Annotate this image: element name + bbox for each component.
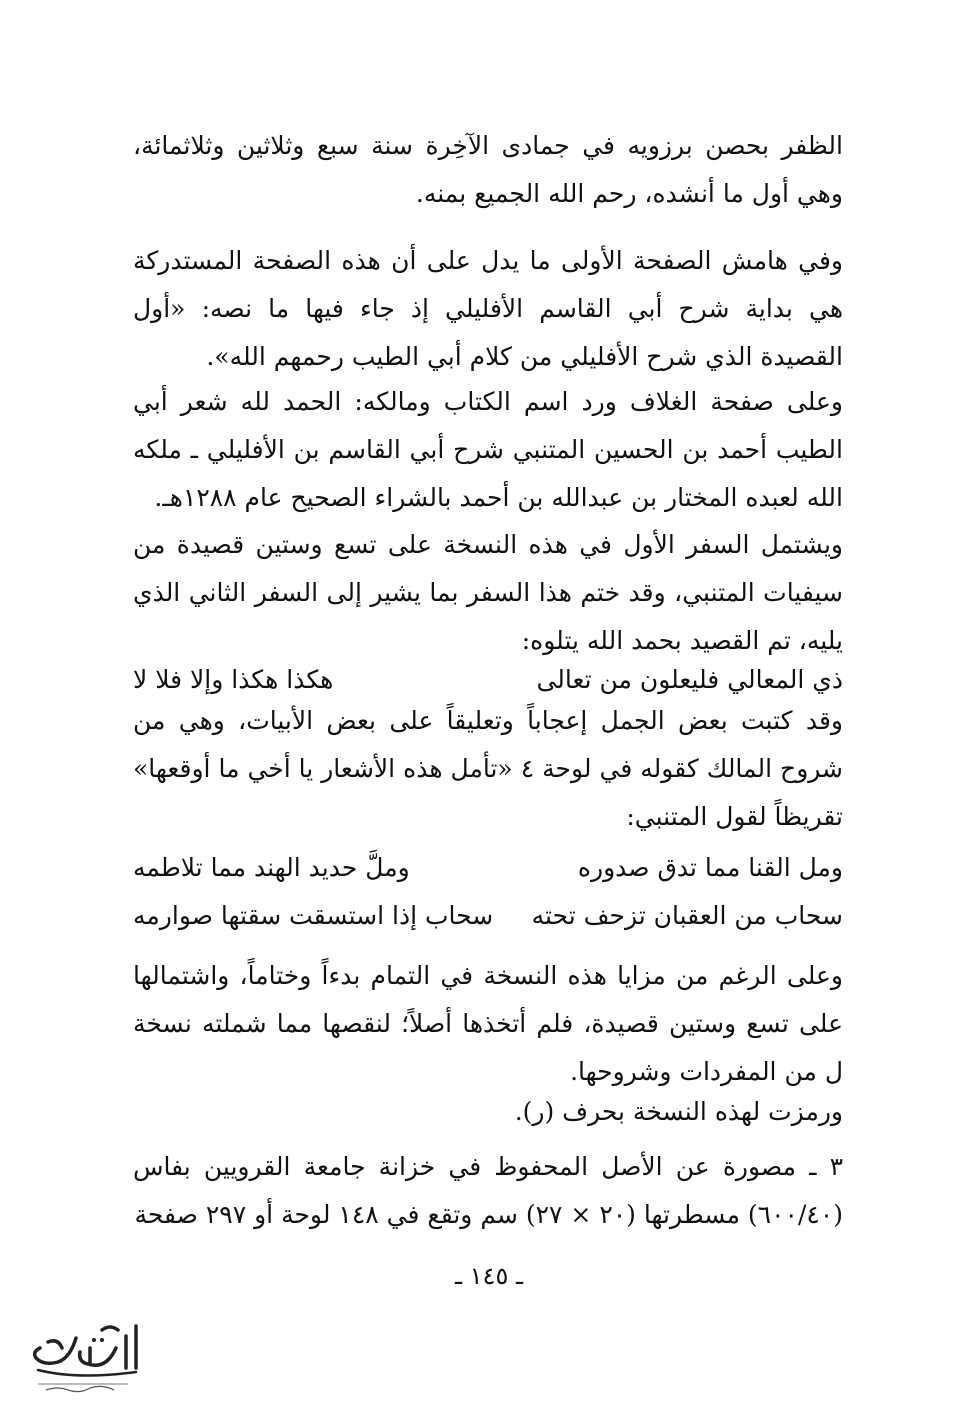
paragraph-7: ورمزت لهذه النسخة بحرف (ر). xyxy=(514,1097,843,1126)
verse-1-second-hemistich: هكذا هكذا وإلا فلا لا xyxy=(133,665,334,694)
verse-line-2 xyxy=(133,844,843,892)
calligraphic-stamp-icon xyxy=(18,1318,143,1398)
page-number: ـ ١٤٥ ـ xyxy=(454,1262,523,1290)
verse-2-second-hemistich: وملَّ حديد الهند مما تلاطمه xyxy=(133,853,410,882)
paragraph-3: وعلى صفحة الغلاف ورد اسم الكتاب ومالكه: الحمد لله شعر أبي الطيب أحمد بن الحسين المتنبي شرح أبي القاسم بن الأفليلي ـ ملكه الله لعبده المختار بن عبدالله بن أحمد بالشراء الصحيح عام ١٢٨٨هـ. xyxy=(133,387,843,512)
verse-line-3 xyxy=(133,892,843,940)
verse-3-first-hemistich: سحاب من العقبان تزحف تحته xyxy=(531,901,843,930)
paragraph-2: وفي هامش الصفحة الأولى ما يدل على أن هذه الصفحة المستدركة هي بداية شرح أبي القاسم الأفليلي إذ جاء فيها ما نصه: «أول القصيدة الذي شرح الأفليلي من كلام أبي الطيب رحمهم الله». xyxy=(133,246,843,371)
paragraph-5: وقد كتبت بعض الجمل إعجاباً وتعليقاً على بعض الأبيات، وهي من شروح المالك كقوله في لوحة ٤ «تأمل هذه الأشعار يا أخي ما أوقعها» تقريظاً لقول المتنبي: xyxy=(133,706,844,831)
verse-2-first-hemistich: ومل القنا مما تدق صدوره xyxy=(577,853,843,882)
verse-3-second-hemistich: سحاب إذا استسقت سقتها صوارمه xyxy=(133,901,494,930)
verse-1-first-hemistich: ذي المعالي فليعلون من تعالى xyxy=(536,665,843,694)
paragraph-1: الظفر بحصن برزويه في جمادى الآخِرة سنة سبع وثلاثين وثلاثمائة، وهي أول ما أنشده، رحم الله الجميع بمنه. xyxy=(133,131,843,208)
paragraph-4: ويشتمل السفر الأول في هذه النسخة على تسع وستين قصيدة من سيفيات المتنبي، وقد ختم هذا السفر بما يشير إلى السفر الثاني الذي يليه، تم القصيد بحمد الله يتلوه: xyxy=(133,530,843,655)
paragraph-8: ٣ ـ مصورة عن الأصل المحفوظ في خزانة جامعة القرويين بفاس (٦٠٠/٤٠) مسطرتها (٢٠ × ٢٧) سم وتقع في ١٤٨ لوحة أو ٢٩٧ صفحة xyxy=(133,1152,843,1229)
paragraph-6: وعلى الرغم من مزايا هذه النسخة في التمام بدءاً وختاماً، واشتمالها على تسع وستين قصيدة، فلم أتخذها أصلاً؛ لنقصها مما شملته نسخة ل من المفردات وشروحها. xyxy=(133,961,843,1086)
